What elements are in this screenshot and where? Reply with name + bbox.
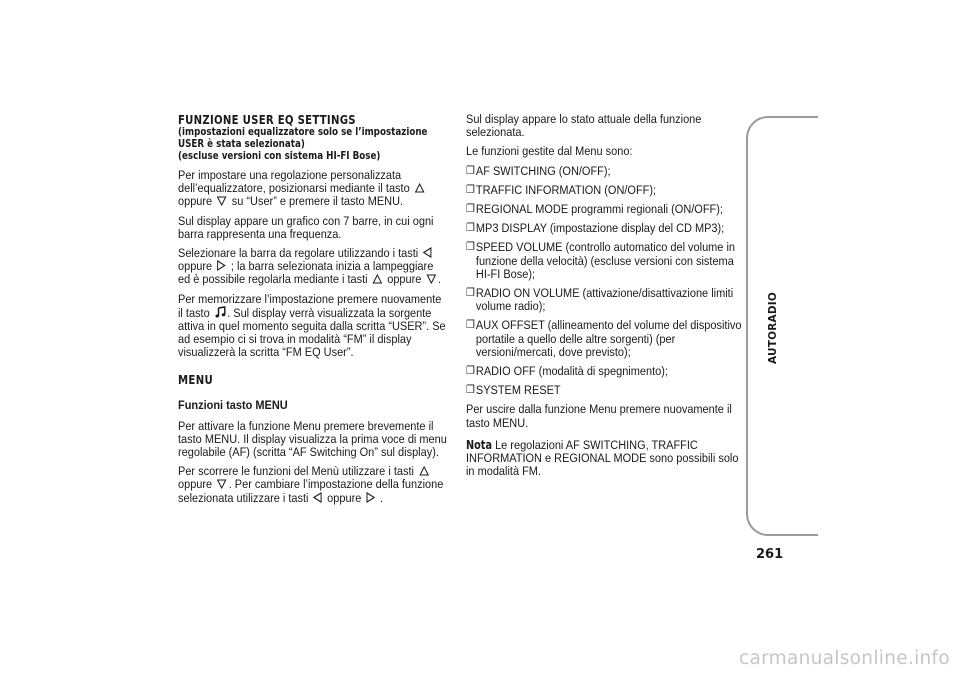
paragraph-eq-memorize: Per memorizzare l’impostazione premere nuovamente il tasto . Sul display verrà visualizzata la sorgente attiva in quel momento seguita dalla scritta “USER”. Se ad esempio ci si trova in modalità “FM” il display visualizzerà la scritta “FM EQ User”. (178, 291, 446, 360)
checkbox-bullet-icon: ❐ (466, 384, 475, 397)
checkbox-bullet-icon: ❐ (466, 365, 475, 378)
list-item: ❐ RADIO OFF (modalità di spegnimento); (466, 364, 668, 379)
paragraph-eq-graph: Sul display appare un grafico con 7 barre, in cui ogni barra rappresenta una frequenza. (178, 213, 434, 241)
down-triangle-icon (426, 274, 436, 284)
section-subheading-3: (escluse versioni con sistema HI-FI Bose) (178, 149, 381, 162)
section-subheading-1: (impostazioni equalizzatore solo se l’impostazione (178, 125, 428, 138)
music-note-icon (215, 306, 226, 318)
page-number: 261 (756, 547, 784, 562)
list-item: ❐ REGIONAL MODE programmi regionali (ON/OFF); (466, 202, 723, 217)
section-subheading-2: USER è stata selezionata) (178, 137, 305, 150)
up-triangle-icon (415, 183, 425, 193)
right-triangle-icon (366, 492, 375, 503)
up-triangle-icon (419, 466, 429, 476)
nota-paragraph (466, 439, 747, 479)
list-item: ❐ TRAFFIC INFORMATION (ON/OFF); (466, 182, 657, 197)
paragraph-menu-exit: Per uscire dalla funzione Menu premere nuovamente il tasto MENU. (466, 402, 732, 430)
list-item: ❐ MP3 DISPLAY (impostazione display del CD MP3); (466, 221, 725, 236)
left-column (178, 113, 448, 511)
paragraph-display-state: Sul display appare lo stato attuale della funzione selezionata. (466, 112, 702, 140)
paragraph-eq-select-bar: Selezionare la barra da regolare utilizzando i tasti oppure ; la barra selezionata inizia a lampeggiare ed è possibile regolarla mediante i tasti oppure . (178, 246, 441, 287)
paragraph-eq-intro: Per impostare una regolazione personalizzata dell’equalizzatore, posizionarsi mediante il tasto oppure su “User” e premere il tasto MENU. (178, 169, 448, 209)
paragraph-menu-activate: Per attivare la funzione Menu premere brevemente il tasto MENU. Il display visualizza la prima voce di menu regolabile (AF) (scritta “AF Switching On” sul display). (178, 418, 447, 460)
left-triangle-icon (313, 492, 322, 503)
list-item: ❐ AUX OFFSET (allineamento del volume del dispositivo portatile a quello delle altre sorgenti) (per versioni/mercati, dove previsto); (466, 318, 742, 359)
paragraph-menu-scroll: Per scorrere le funzioni del Menù utilizzare i tasti oppure . Per cambiare l’impostazione della funzione selezionata utilizzare i tasti oppure . (178, 464, 444, 505)
checkbox-bullet-icon: ❐ (466, 183, 475, 196)
nota-text: Le regolazioni AF SWITCHING, TRAFFIC INFORMATION e REGIONAL MODE sono possibili solo in modalità FM. (466, 437, 739, 479)
checkbox-bullet-icon: ❐ (466, 164, 475, 177)
list-item: ❐ SYSTEM RESET (466, 383, 561, 398)
left-triangle-icon (423, 247, 432, 258)
checkbox-bullet-icon: ❐ (466, 203, 475, 216)
nota-label: Nota (466, 437, 493, 452)
list-item: ❐ SPEED VOLUME (controllo automatico del volume in funzione della velocità) (escluse versioni con sistema HI-FI Bose); (466, 240, 736, 281)
right-triangle-icon (217, 260, 226, 271)
down-triangle-icon (217, 479, 227, 489)
section-heading-user-eq: FUNZIONE USER EQ SETTINGS (178, 112, 356, 127)
watermark: carmanualsonline.info (738, 648, 950, 669)
right-column (466, 113, 747, 484)
down-triangle-icon (217, 196, 227, 206)
paragraph-menu-functions: Le funzioni gestite dal Menu sono: (466, 144, 633, 159)
section-heading-menu: MENU (178, 371, 214, 387)
checkbox-bullet-icon: ❐ (466, 222, 475, 235)
list-item: ❐ RADIO ON VOLUME (attivazione/disattivazione limiti volume radio); (466, 286, 734, 314)
checkbox-bullet-icon: ❐ (466, 319, 475, 332)
list-item: ❐ AF SWITCHING (ON/OFF); (466, 163, 611, 178)
checkbox-bullet-icon: ❐ (466, 241, 475, 254)
up-triangle-icon (372, 274, 382, 284)
checkbox-bullet-icon: ❐ (466, 287, 475, 300)
subsection-heading-menu-button: Funzioni tasto MENU (178, 397, 288, 412)
section-side-label: AUTORADIO (767, 292, 779, 364)
